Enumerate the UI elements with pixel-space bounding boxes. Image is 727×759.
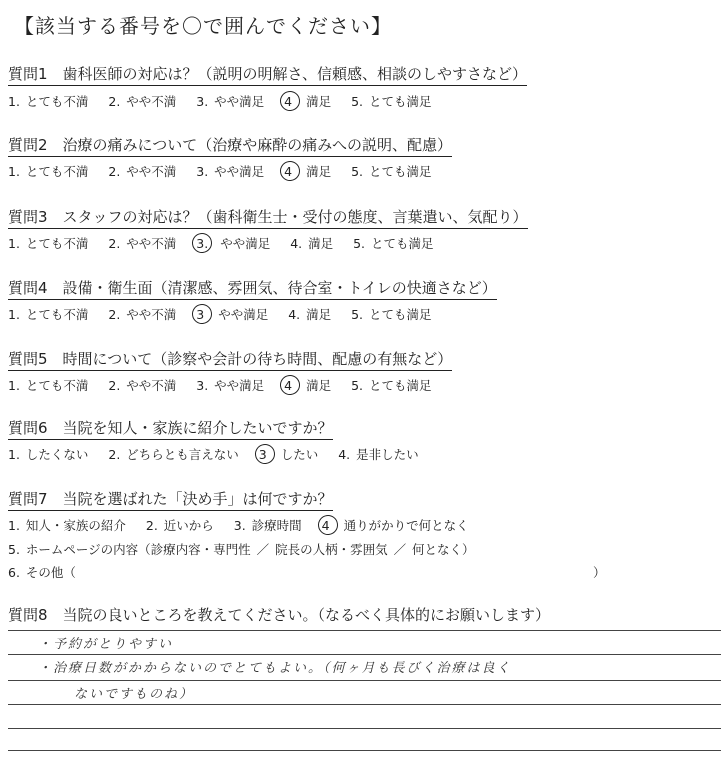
- option-4-circled[interactable]: 4: [284, 164, 293, 179]
- option-3-circled[interactable]: 3: [196, 307, 205, 322]
- answer-line-1: [8, 630, 721, 631]
- question-1-title: 質問1 歯科医師の対応は？（説明の明解さ、信頼感、相談のしやすさなど）: [8, 63, 527, 86]
- option-3-label: やや満足: [218, 307, 269, 322]
- option-1[interactable]: 1. とても不満: [8, 378, 89, 393]
- question-4-title: 質問4 設備・衛生面（清潔感、雰囲気、待合室・トイレの快適さなど）: [8, 277, 497, 300]
- handwritten-answer-line-1: ・予約がとりやすい: [38, 637, 174, 652]
- option-5[interactable]: 5. とても満足: [353, 236, 434, 251]
- option-4-circled[interactable]: 4: [284, 378, 293, 393]
- option-4[interactable]: 4. 是非したい: [338, 447, 419, 462]
- option-4-label: 満足: [306, 378, 332, 393]
- option-4[interactable]: 4. 満足: [290, 236, 334, 251]
- option-1[interactable]: 1. とても不満: [8, 164, 89, 179]
- question-3-options: [8, 234, 448, 252]
- option-2[interactable]: 2. やや不満: [108, 236, 177, 251]
- answer-line-5: [8, 728, 721, 729]
- option-3[interactable]: 3. 診療時間: [233, 518, 302, 533]
- option-2[interactable]: 2. 近いから: [145, 518, 214, 533]
- option-5[interactable]: 5. とても満足: [351, 307, 432, 322]
- answer-line-3: [8, 680, 721, 681]
- question-7-option-6[interactable]: [8, 563, 608, 581]
- answer-line-4: [8, 704, 721, 705]
- option-5[interactable]: 5. とても満足: [351, 164, 432, 179]
- option-3-label: やや満足: [220, 236, 271, 251]
- option-3-label: したい: [280, 447, 319, 462]
- answer-line-6: [8, 750, 721, 751]
- question-7-option-5[interactable]: 5. ホームページの内容（診療内容・専門性 ／ 院長の人柄・雰囲気 ／ 何となく）: [8, 542, 475, 557]
- question-1: [8, 63, 527, 86]
- question-6-title: 質問6 当院を知人・家族に紹介したいですか？: [8, 417, 333, 440]
- option-6-label: 6. その他（: [8, 565, 76, 580]
- option-3-circled[interactable]: 3: [258, 447, 267, 462]
- option-6-close: ）: [593, 565, 606, 580]
- handwritten-answer-line-3: ないですものね）: [74, 687, 195, 702]
- question-4-options: [8, 305, 446, 323]
- question-6-options: [8, 445, 433, 463]
- option-4-label: 通りがかりで何となく: [343, 518, 469, 533]
- option-2[interactable]: 2. どちらとも言えない: [108, 447, 239, 462]
- option-1[interactable]: 1. とても不満: [8, 307, 89, 322]
- option-4-circled[interactable]: 4: [284, 94, 293, 109]
- option-3[interactable]: 3. やや満足: [196, 94, 265, 109]
- question-7-title: 質問7 当院を選ばれた「決め手」は何ですか？: [8, 488, 333, 511]
- option-2[interactable]: 2. やや不満: [108, 94, 177, 109]
- option-4[interactable]: 4. 満足: [288, 307, 332, 322]
- option-4-circled[interactable]: 4: [321, 518, 330, 533]
- question-2-title: 質問2 治療の痛みについて（治療や麻酔の痛みへの説明、配慮）: [8, 134, 452, 157]
- question-7: [8, 488, 333, 511]
- answer-line-2: [8, 654, 721, 655]
- option-1[interactable]: 1. とても不満: [8, 94, 89, 109]
- option-3[interactable]: 3. やや満足: [196, 378, 265, 393]
- option-1[interactable]: 1. 知人・家族の紹介: [8, 518, 126, 533]
- option-2[interactable]: 2. やや不満: [108, 378, 177, 393]
- question-7-options-line-1: [8, 516, 483, 534]
- option-5[interactable]: 5. とても満足: [351, 378, 432, 393]
- question-6: [8, 417, 333, 440]
- question-4: [8, 277, 497, 300]
- question-1-options: [8, 92, 446, 110]
- option-3[interactable]: 3. やや満足: [196, 164, 265, 179]
- option-2[interactable]: 2. やや不満: [108, 164, 177, 179]
- page-title: 【該当する番号を〇で囲んでください】: [14, 14, 392, 38]
- question-2: [8, 134, 452, 157]
- option-1[interactable]: 1. したくない: [8, 447, 89, 462]
- option-2[interactable]: 2. やや不満: [108, 307, 177, 322]
- option-3-circled[interactable]: 3.: [196, 236, 209, 251]
- question-5-options: [8, 376, 446, 394]
- option-5[interactable]: 5. とても満足: [351, 94, 432, 109]
- question-3: [8, 206, 528, 229]
- question-3-title: 質問3 スタッフの対応は？（歯科衛生士・受付の態度、言葉遣い、気配り）: [8, 206, 528, 229]
- handwritten-answer-line-2: ・治療日数がかからないのでとてもよい。（何ヶ月も長びく治療は良く: [38, 661, 512, 676]
- option-4-label: 満足: [306, 94, 332, 109]
- question-8-title: 質問8 当院の良いところを教えてください。（なるべく具体的にお願いします）: [8, 606, 551, 624]
- question-2-options: [8, 162, 446, 180]
- option-1[interactable]: 1. とても不満: [8, 236, 89, 251]
- question-5-title: 質問5 時間について（診察や会計の待ち時間、配慮の有無など）: [8, 348, 452, 371]
- option-4-label: 満足: [306, 164, 332, 179]
- question-5: [8, 348, 452, 371]
